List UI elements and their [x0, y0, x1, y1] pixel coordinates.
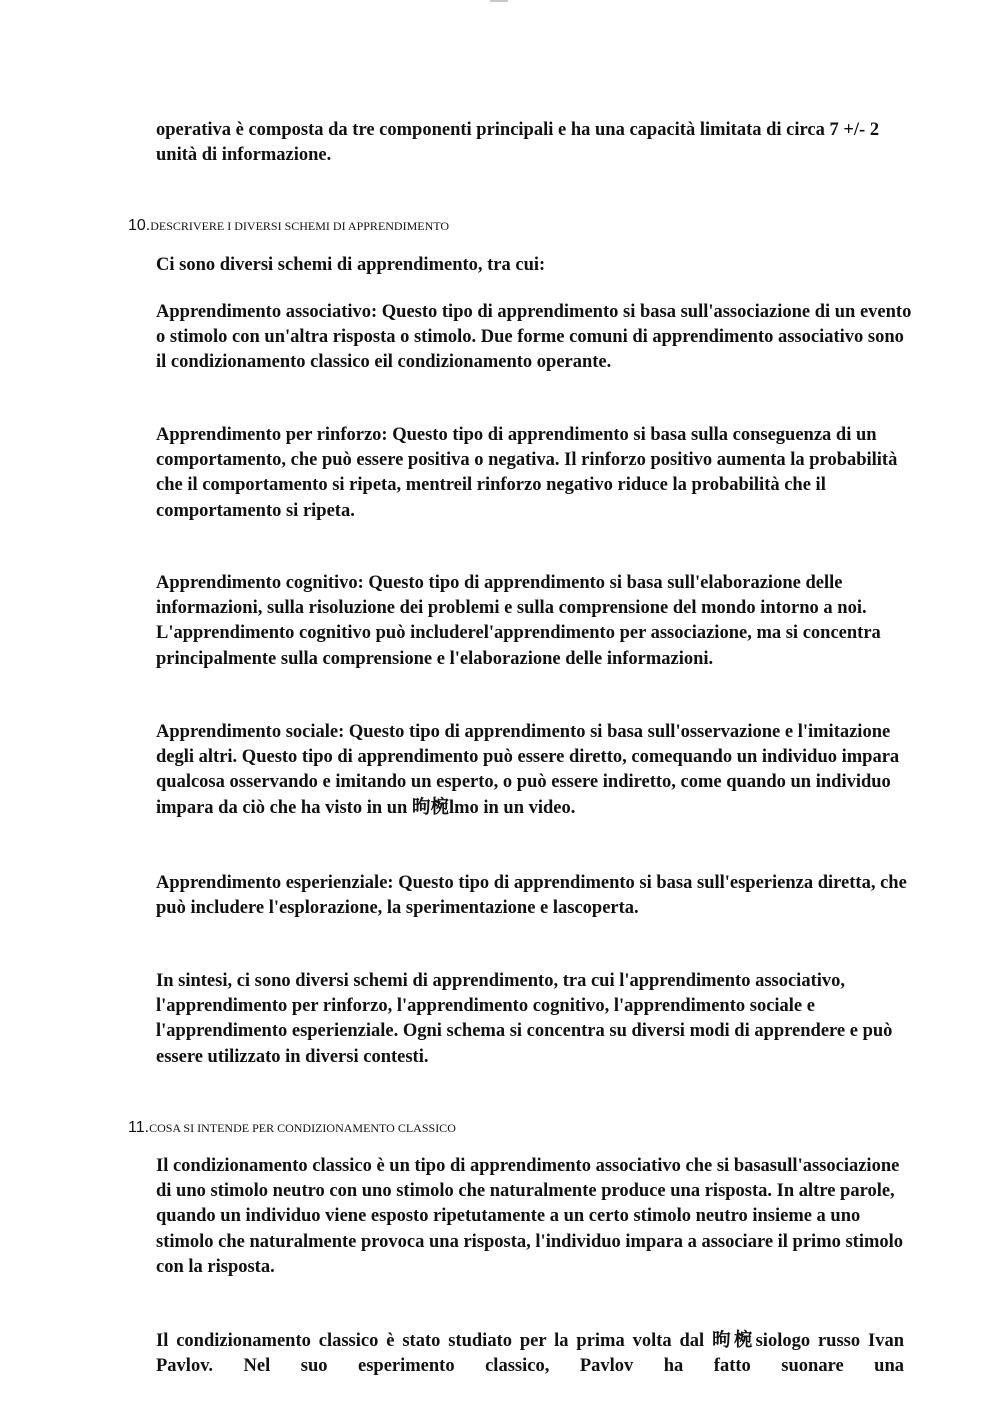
paragraph-apprendimento-esperienziale: Apprendimento esperienziale: Questo tipo di apprendimento si basa sull'esperienza diretta, che può includere l'esplorazione, la sperimentazione e lascoperta. [156, 873, 907, 919]
paragraph-apprendimento-associativo: Apprendimento associativo: Questo tipo di apprendimento si basa sull'associazione di un evento o stimolo con un'altra risposta o stimolo. Due forme comuni di apprendimento associativo sono il condizionamento classico eil condizionamento operante. [156, 302, 912, 373]
section-10-title: DESCRIVERE I DIVERSI SCHEMI DI APPRENDIMENTO [150, 219, 450, 233]
paragraph-sintesi: In sintesi, ci sono diversi schemi di apprendimento, tra cui l'apprendimento associativo, l'apprendimento per rinforzo, l'apprendimento cognitivo, l'apprendimento sociale e l'apprendimento esperienziale. Ogni schema si concentra su diversi modi di apprendere e può essere utilizzato in diversi contesti. [156, 971, 893, 1067]
paragraph-pavlov: Il condizionamento classico è stato studiato per la prima volta dal 昫椀siologo russo Ivan Pavlov. Nel suo esperimento classico, Pavlov ha fatto suonare una [156, 1331, 904, 1377]
section-10-heading [128, 217, 449, 235]
paragraph-apprendimento-sociale: Apprendimento sociale: Questo tipo di apprendimento si basa sull'osservazione e l'imitazione degli altri. Questo tipo di apprendimento può essere diretto, comequando un individuo impara qualcosa osservando e imitando un esperto, o può essere indiretto, come quando un individuo impara da ciò che ha visto in un 昫椀lmo in un video. [156, 722, 900, 818]
paragraph-condizionamento-definizione: Il condizionamento classico è un tipo di apprendimento associativo che si basasull'associazione di uno stimolo neutro con uno stimolo che naturalmente produce una risposta. In altre parole, quando un individuo viene esposto ripetutamente a un certo stimolo neutro insieme a uno stimolo che naturalmente provoca una risposta, l'individuo impara a associare il primo stimolo con la risposta. [156, 1156, 904, 1277]
section-10-number: 10. [128, 217, 151, 234]
section-11-number: 11. [128, 1119, 150, 1136]
section-11-title: COSA SI INTENDE PER CONDIZIONAMENTO CLASSICO [149, 1121, 456, 1135]
section-10-intro: Ci sono diversi schemi di apprendimento, tra cui: [156, 255, 546, 275]
paragraph-apprendimento-cognitivo: Apprendimento cognitivo: Questo tipo di apprendimento si basa sull'elaborazione delle informazioni, sulla risoluzione dei problemi e sulla comprensione del mondo intorno a noi. L'apprendimento cognitivo può includerel'apprendimento per associazione, ma si concentra principalmente sulla comprensione e l'elaborazione delle informazioni. [156, 573, 881, 669]
paragraph-apprendimento-rinforzo: Apprendimento per rinforzo: Questo tipo di apprendimento si basa sulla conseguenza di un comportamento, che può essere positiva o negativa. Il rinforzo positivo aumenta la probabilità che il comportamento si ripeta, mentreil rinforzo negativo riduce la probabilità che il comportamento si ripeta. [156, 425, 898, 521]
page-top-mark [490, 0, 508, 2]
intro-paragraph: operativa è composta da tre componenti principali e ha una capacità limitata di circa 7 +/- 2 unità di informazione. [156, 120, 880, 166]
section-11-heading [128, 1119, 456, 1137]
